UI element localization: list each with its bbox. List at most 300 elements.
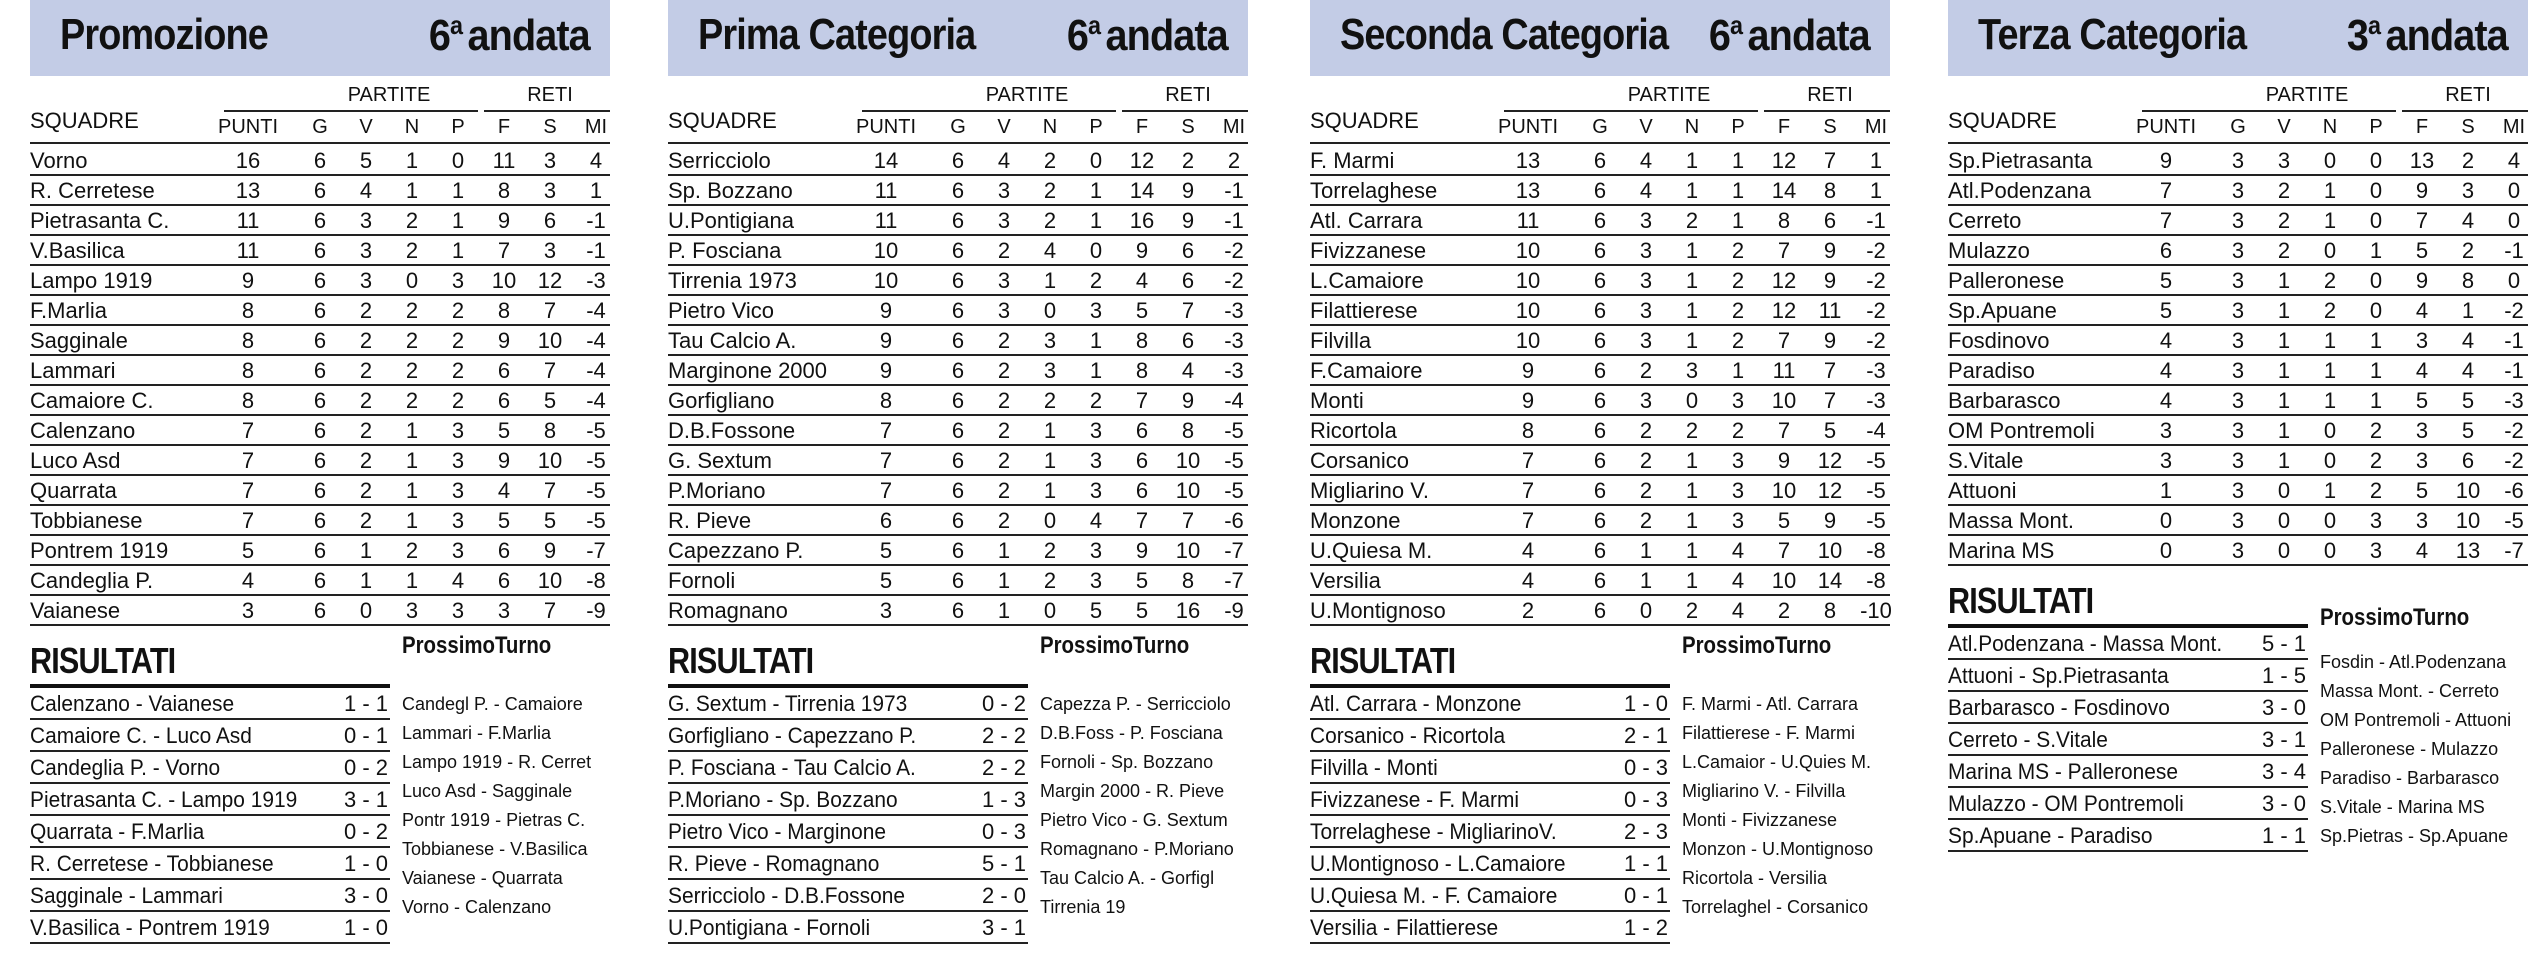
match-name: Quarrata - F.Marlia [30,819,205,844]
stat-n: 0 [1043,298,1057,323]
stat-mi: -5 [586,478,606,503]
stat-f: 5 [2415,238,2429,263]
stat-p: 0 [2369,178,2383,203]
result-row [1948,756,2308,788]
stat-v: 3 [1639,388,1653,413]
stat-punti: 9 [1521,358,1535,383]
stat-s: 8 [1181,568,1195,593]
team-name: F.Camaiore [1310,358,1423,383]
fixture-item: L.Camaior - U.Quies M. [1682,752,1872,772]
result-row [668,848,1028,880]
team-name: Corsanico [1310,448,1410,473]
round-label [1067,10,1228,61]
stat-mi: -1 [2504,328,2524,353]
stat-punti: 10 [1515,298,1541,323]
match-name: R. Pieve - Romagnano [668,851,880,876]
table-row [668,506,1248,536]
stat-v: 4 [1639,178,1653,203]
round-superscript: a [1088,10,1101,40]
stat-mi: 4 [589,148,603,173]
league-section [1310,0,1890,962]
stat-p: 0 [2369,148,2383,173]
column-punti: PUNTI [2136,116,2196,138]
stat-v: 3 [997,208,1011,233]
stat-punti: 8 [1521,418,1535,443]
match-name: Marina MS - Palleronese [1948,759,2179,784]
stat-mi: -1 [586,208,606,233]
column-n: N [2322,116,2338,138]
stat-s: 2 [2461,148,2475,173]
team-name: Barbarasco [1948,388,2061,413]
team-name: Paradiso [1948,358,2035,383]
stat-s: 7 [1823,388,1837,413]
stat-mi: -1 [2504,358,2524,383]
stat-s: 1 [2461,298,2475,323]
stat-n: 2 [1043,148,1057,173]
stat-p: 4 [1731,598,1745,623]
stat-s: 6 [543,208,557,233]
table-row [668,356,1248,386]
team-name: R. Cerretese [30,178,155,203]
stat-punti: 9 [879,298,893,323]
stat-p: 3 [1731,508,1745,533]
stat-s: 10 [537,328,563,353]
stat-punti: 5 [241,538,255,563]
stat-v: 2 [997,508,1011,533]
stat-n: 2 [1043,178,1057,203]
stat-punti: 8 [241,298,255,323]
stat-p: 2 [1731,238,1745,263]
stat-f: 12 [1771,298,1797,323]
team-name: Massa Mont. [1948,508,2074,533]
stat-g: 3 [2231,328,2245,353]
stat-mi: 0 [2507,268,2521,293]
team-name: D.B.Fossone [668,418,796,443]
stat-mi: -6 [2504,478,2524,503]
table-row [30,266,610,296]
stat-mi: -5 [586,508,606,533]
stat-mi: -1 [586,238,606,263]
round-number: 3 [2347,11,2369,60]
stat-mi: -5 [1224,418,1244,443]
team-name: U.Montignoso [1310,598,1446,623]
stat-f: 6 [497,568,511,593]
stat-mi: -3 [1224,298,1244,323]
stat-n: 1 [1043,478,1057,503]
stat-v: 1 [2277,328,2291,353]
stat-g: 3 [2231,268,2245,293]
team-name: Sp. Bozzano [668,178,793,203]
team-name: Candeglia P. [30,568,154,593]
stat-v: 3 [1639,208,1653,233]
stat-s: 4 [2461,358,2475,383]
stat-s: 10 [1175,448,1201,473]
stat-p: 2 [451,298,465,323]
stat-s: 3 [543,148,557,173]
stat-n: 2 [405,358,419,383]
stat-s: 7 [543,358,557,383]
match-score: 1 - 0 [1623,691,1668,716]
stat-p: 2 [1731,418,1745,443]
stat-p: 1 [1089,208,1103,233]
stat-v: 2 [359,418,373,443]
table-row [1948,536,2528,566]
next-round-title: ProssimoTurno [1040,632,1190,659]
stat-p: 5 [1089,598,1103,623]
standings-table [1310,146,1890,626]
fixture-item: Capezza P. - Serricciolo [1040,694,1231,714]
team-name: Lampo 1919 [30,268,153,293]
stat-s: 5 [543,508,557,533]
stat-s: 6 [1823,208,1837,233]
league-banner [668,0,1248,76]
results-title: RISULTATI [668,640,814,681]
stat-g: 6 [951,238,965,263]
stat-punti: 10 [1515,328,1541,353]
result-row [1310,752,1670,784]
stat-punti: 16 [235,148,261,173]
group-partite: PARTITE [1627,84,1711,106]
result-row [1310,912,1670,944]
next-round-list [1040,690,1234,922]
team-name: F.Marlia [30,298,108,323]
stat-p: 3 [1089,538,1103,563]
stat-v: 1 [2277,418,2291,443]
stat-v: 1 [2277,388,2291,413]
stat-g: 6 [1593,478,1607,503]
stat-mi: -2 [1224,238,1244,263]
stat-f: 5 [497,508,511,533]
stat-p: 1 [451,238,465,263]
round-number: 6 [1709,11,1731,60]
match-score: 0 - 1 [343,723,388,748]
match-score: 1 - 2 [1623,915,1668,940]
stat-p: 1 [2369,388,2383,413]
stat-v: 3 [2277,148,2291,173]
stat-p: 3 [2369,538,2383,563]
stat-g: 6 [313,598,327,623]
table-row [1310,506,1890,536]
stat-f: 8 [497,178,511,203]
column-g: G [312,116,328,138]
stat-g: 6 [1593,208,1607,233]
team-name: Ricortola [1310,418,1397,443]
stat-p: 3 [451,418,465,443]
stat-g: 6 [1593,568,1607,593]
stat-punti: 5 [2159,268,2173,293]
stat-mi: -5 [1224,448,1244,473]
stat-n: 1 [1685,538,1699,563]
stat-v: 0 [359,598,373,623]
result-row [668,880,1028,912]
standings-table [668,146,1248,626]
stat-g: 6 [951,478,965,503]
stat-punti: 0 [2159,508,2173,533]
stat-p: 3 [451,598,465,623]
stat-mi: -3 [1224,328,1244,353]
stat-v: 2 [2277,208,2291,233]
stat-s: 6 [2461,448,2475,473]
stat-punti: 9 [879,358,893,383]
stat-g: 6 [1593,178,1607,203]
stat-s: 2 [1181,148,1195,173]
team-name: Pietro Vico [668,298,774,323]
fixture-item: Fornoli - Sp. Bozzano [1040,752,1214,772]
match-score: 0 - 3 [981,819,1026,844]
stat-mi: -7 [1224,568,1244,593]
stat-g: 6 [313,538,327,563]
header-baseline [30,142,610,144]
match-name: Filvilla - Monti [1310,755,1438,780]
stat-g: 6 [313,388,327,413]
match-name: P.Moriano - Sp. Bozzano [668,787,898,812]
team-name: Camaiore C. [30,388,154,413]
stat-p: 1 [451,208,465,233]
stat-p: 3 [1089,298,1103,323]
stat-f: 10 [491,268,517,293]
stat-g: 6 [951,298,965,323]
column-n: N [404,116,420,138]
stat-punti: 14 [873,148,899,173]
match-name: R. Cerretese - Tobbianese [30,851,274,876]
result-row [30,816,390,848]
stat-s: 6 [1181,328,1195,353]
table-row [668,146,1248,176]
team-name: Lammari [30,358,116,383]
team-name: Attuoni [1948,478,2017,503]
team-name: Filattierese [1310,298,1418,323]
stat-n: 0 [2323,538,2337,563]
stat-s: 7 [543,298,557,323]
stat-n: 4 [1043,238,1057,263]
result-row [30,720,390,752]
stat-n: 1 [405,568,419,593]
table-row [30,386,610,416]
fixture-item: Palleronese - Mulazzo [2320,739,2499,759]
stat-p: 4 [1731,568,1745,593]
stat-g: 3 [2231,298,2245,323]
stat-s: 2 [2461,238,2475,263]
stat-g: 6 [951,328,965,353]
team-name: Fivizzanese [1310,238,1427,263]
stat-punti: 7 [241,418,255,443]
stat-v: 1 [2277,358,2291,383]
column-v: V [2277,116,2291,138]
team-name: Tobbianese [30,508,143,533]
stat-mi: -9 [1224,598,1244,623]
round-word: andata [1747,11,1870,60]
match-score: 0 - 3 [1623,787,1668,812]
stat-p: 1 [451,178,465,203]
team-name: Mulazzo [1948,238,2030,263]
team-name: Torrelaghese [1310,178,1438,203]
stat-punti: 7 [2159,178,2173,203]
table-row [668,596,1248,626]
stat-mi: -7 [586,538,606,563]
stat-p: 1 [1731,148,1745,173]
stat-v: 2 [359,298,373,323]
stat-p: 0 [2369,268,2383,293]
results-list [1310,684,1670,944]
stat-f: 11 [492,148,516,173]
stat-s: 12 [1817,448,1843,473]
fixture-item: Paradiso - Barbarasco [2320,768,2500,788]
column-s: S [543,116,557,138]
stat-f: 13 [2409,148,2435,173]
stat-v: 2 [997,388,1011,413]
stat-v: 3 [997,298,1011,323]
round-label [2347,10,2508,61]
stat-mi: -5 [586,448,606,473]
column-s: S [1181,116,1195,138]
stat-n: 3 [1043,358,1057,383]
table-row [30,176,610,206]
stat-punti: 10 [873,268,899,293]
stat-p: 2 [451,358,465,383]
stat-punti: 11 [874,208,898,233]
team-name: Marina MS [1948,538,2055,563]
stat-g: 6 [951,598,965,623]
group-partite: PARTITE [985,84,1069,106]
stat-s: 7 [1823,358,1837,383]
team-name: Quarrata [30,478,117,503]
stat-mi: -4 [586,358,606,383]
stat-p: 3 [1731,448,1745,473]
fixture-item: F. Marmi - Atl. Carrara [1682,694,1859,714]
stat-g: 6 [313,448,327,473]
stat-n: 1 [405,178,419,203]
result-row [668,688,1028,720]
team-name: Atl.Podenzana [1948,178,2092,203]
stat-mi: -2 [1866,298,1886,323]
stat-p: 4 [1731,538,1745,563]
table-row [1948,206,2528,236]
match-name: Corsanico - Ricortola [1310,723,1506,748]
match-score: 0 - 3 [1623,755,1668,780]
group-partite: PARTITE [2265,84,2349,106]
stat-f: 9 [497,208,511,233]
stat-mi: -9 [586,598,606,623]
stat-mi: -1 [1224,208,1244,233]
stat-g: 3 [2231,208,2245,233]
team-name: Monzone [1310,508,1401,533]
stat-g: 3 [2231,358,2245,383]
stat-v: 2 [359,328,373,353]
table-row [1310,596,1890,626]
stat-g: 6 [313,418,327,443]
stat-f: 6 [497,538,511,563]
stat-v: 2 [359,448,373,473]
table-row [1310,356,1890,386]
stat-g: 6 [313,358,327,383]
stat-f: 8 [497,298,511,323]
stat-n: 1 [2323,358,2337,383]
stat-p: 2 [1089,268,1103,293]
fixture-item: Margin 2000 - R. Pieve [1040,781,1225,801]
table-row [30,566,610,596]
match-score: 2 - 3 [1623,819,1668,844]
stat-v: 4 [359,178,373,203]
stat-v: 2 [997,358,1011,383]
stat-p: 1 [1731,208,1745,233]
stat-v: 1 [997,538,1011,563]
stat-g: 6 [313,208,327,233]
stat-v: 1 [1639,538,1653,563]
stat-mi: -5 [1866,478,1886,503]
result-row [1310,848,1670,880]
stat-mi: -10 [1860,598,1892,623]
stat-punti: 4 [1521,538,1535,563]
header-rule-partite [1504,110,1758,112]
column-v: V [997,116,1011,138]
stat-mi: -2 [2504,418,2524,443]
next-round-list [2320,648,2511,851]
stat-s: 7 [1181,508,1195,533]
column-squadre: SQUADRE [1948,108,2057,133]
stat-f: 5 [1135,598,1149,623]
stat-p: 1 [1089,328,1103,353]
stat-v: 3 [359,238,373,263]
league-banner [1948,0,2528,76]
stat-f: 16 [1129,208,1155,233]
column-f: F [2415,116,2429,138]
stat-v: 2 [359,508,373,533]
table-row [30,236,610,266]
stat-mi: -5 [2504,508,2524,533]
table-row [1310,326,1890,356]
stat-s: 13 [2455,538,2481,563]
stat-g: 3 [2231,508,2245,533]
group-reti: RETI [2445,84,2491,106]
stat-mi: 1 [1869,148,1883,173]
match-score: 3 - 1 [343,787,388,812]
match-score: 3 - 0 [2261,791,2306,816]
column-g: G [2230,116,2246,138]
stat-f: 10 [1771,478,1797,503]
team-name: Luco Asd [30,448,121,473]
table-row [1948,266,2528,296]
stat-p: 2 [1731,328,1745,353]
stat-n: 2 [405,238,419,263]
table-row [1310,536,1890,566]
stat-v: 1 [2277,268,2291,293]
stat-f: 14 [1129,178,1155,203]
team-name: Pontrem 1919 [30,538,169,563]
table-row [30,416,610,446]
stat-g: 3 [2231,418,2245,443]
stat-f: 4 [2415,298,2429,323]
match-name: Calenzano - Vaianese [30,691,235,716]
stat-f: 5 [2415,478,2429,503]
stat-v: 2 [997,418,1011,443]
round-number: 6 [429,11,451,60]
stat-v: 2 [359,358,373,383]
stat-g: 6 [1593,358,1607,383]
header-rule-reti [2402,110,2528,112]
stat-s: 7 [1181,298,1195,323]
stat-f: 12 [1771,268,1797,293]
stat-p: 1 [1089,358,1103,383]
league-section [668,0,1248,962]
fixture-item: Ricortola - Versilia [1682,868,1828,888]
table-row [30,506,610,536]
team-name: Sp.Pietrasanta [1948,148,2093,173]
stat-p: 2 [1731,298,1745,323]
round-superscript: a [1730,10,1743,40]
stat-n: 2 [405,328,419,353]
table-row [30,356,610,386]
stat-g: 6 [313,148,327,173]
